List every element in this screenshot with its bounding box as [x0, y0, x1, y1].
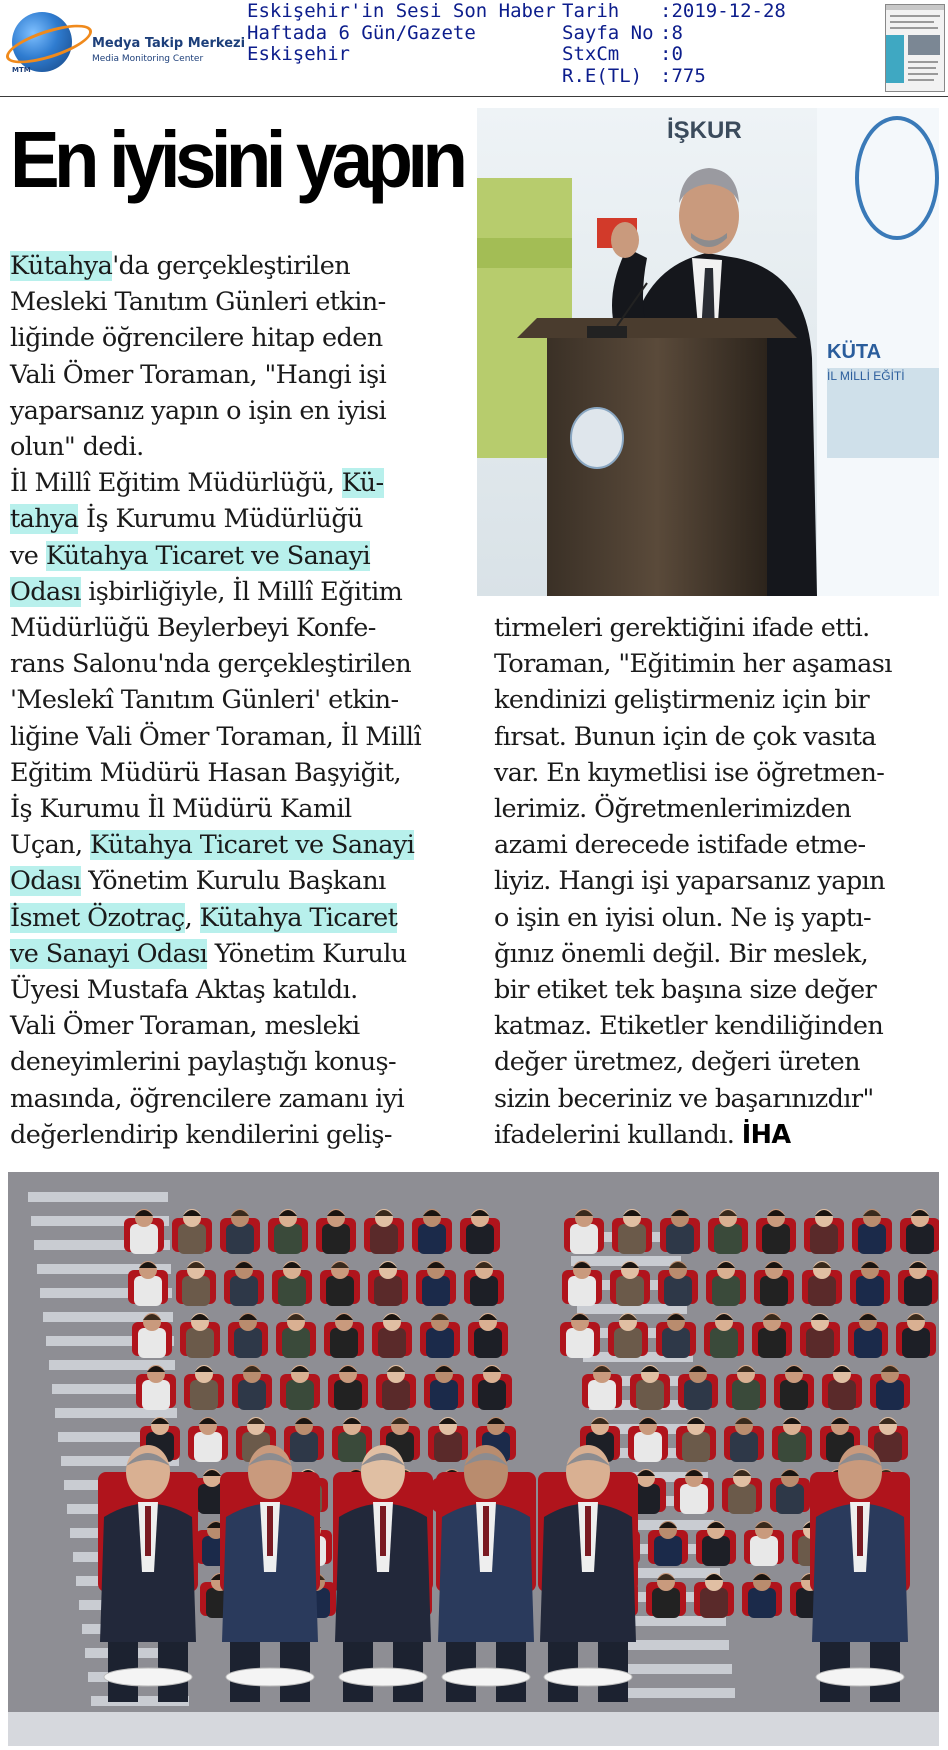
article-column-1 — [10, 248, 460, 1153]
clipping-header — [0, 0, 948, 97]
agency-credit: İHA — [741, 1119, 791, 1150]
publication-info — [247, 1, 556, 66]
speaker-photo — [477, 108, 939, 596]
audience-photo — [8, 1172, 939, 1746]
meta-row-stxcm: StxCm :0 — [562, 43, 683, 65]
highlighted-keyword: Kütahya — [10, 251, 113, 281]
body-text: , — [184, 902, 200, 933]
logo-name: Medya Takip Merkezi — [92, 36, 246, 51]
banner-subtitle: İL MİLLİ EĞİTİ — [827, 369, 905, 383]
logo-tagline: Media Monitoring Center — [92, 54, 204, 64]
banner-title: KÜTA — [827, 341, 882, 363]
article-headline: En iyisini yapın — [10, 115, 463, 204]
highlighted-keyword: Kütahya Ticaret ve Sanayi Odası — [10, 540, 371, 607]
meta-row-ad-value: R.E(TL) :775 — [562, 64, 706, 87]
publication-city: Eskişehir — [247, 43, 350, 65]
meta-row-page: Sayfa No :8 — [562, 21, 683, 44]
body-text: Yönetim Kurulu Üyesi Mustafa Aktaş katıldı. Vali Ömer Toraman, mesleki deneyimlerini paylaştığı konuş- masında, öğrencilere zamanı iyi değerlendirip kendilerini geliş- — [10, 938, 407, 1150]
clipping-meta — [562, 1, 786, 87]
publication-name: Eskişehir'in Sesi Son Haber — [247, 0, 556, 22]
page-thumbnail[interactable] — [885, 4, 945, 92]
column-2-text: tirmeleri gerektiğini ifade etti. Toraman, "Eğitimin her aşaması kendinizi geliştirmeniz için bir fırsat. Bunun için de çok vasıta var. En kıymetlisi ise öğretmen- lerimiz. Öğretmenlerimizden azami derecede istifade etme- liyiz. Hangi işi yaparsanız yapın o işin en iyisi olun. Ne iş yaptı- ğınız önemli değil. Bir meslek, bir etiket tek başına size değer katmaz. Etiketler kendiliğinden değer üretmez, değeri üreten sizin beceriniz ve başarınızdır" ifadelerini kullandı. — [494, 613, 892, 1150]
logo-abbr: MTM — [12, 66, 31, 74]
highlighted-keyword: Kü- tahya — [10, 468, 384, 535]
iskur-sign: İŞKUR — [667, 117, 742, 144]
body-text: İş Kurumu Müdürlüğü ve — [10, 504, 363, 571]
body-text: Yönetim Kurulu Başkanı — [88, 866, 386, 897]
mtm-logo — [4, 6, 244, 76]
highlighted-keyword: Kütahya Ticaret ve Sanayi Odası — [10, 902, 398, 969]
publication-frequency: Haftada 6 Gün/Gazete — [247, 21, 476, 44]
body-text: 'da gerçekleştirilen Mesleki Tanıtım Günleri etkin- liğinde öğrencilere hitap eden Vali Ömer Toraman, "Hangi işi yaparsanız yapın o işin en iyisi olun" dedi. İl Millî Eğitim Müdürlüğü, — [10, 251, 387, 499]
article-column-2 — [494, 610, 934, 1153]
highlighted-keyword: Kütahya Ticaret ve Sanayi Odası — [10, 830, 415, 897]
body-text: işbirliğiyle, İl Millî Eğitim Müdürlüğü Beylerbeyi Konfe- rans Salonu'nda gerçekleştirilen 'Meslekî Tanıtım Günleri' etkin- liğine Vali Ömer Toraman, İl Millî Eğitim Müdürü Hasan Başyiğit, İş Kurumu İl Müdürü Kamil Uçan, — [10, 576, 422, 861]
highlighted-keyword: İsmet Özotraç — [10, 902, 185, 933]
meta-row-date: Tarih :2019-12-28 — [562, 0, 786, 22]
